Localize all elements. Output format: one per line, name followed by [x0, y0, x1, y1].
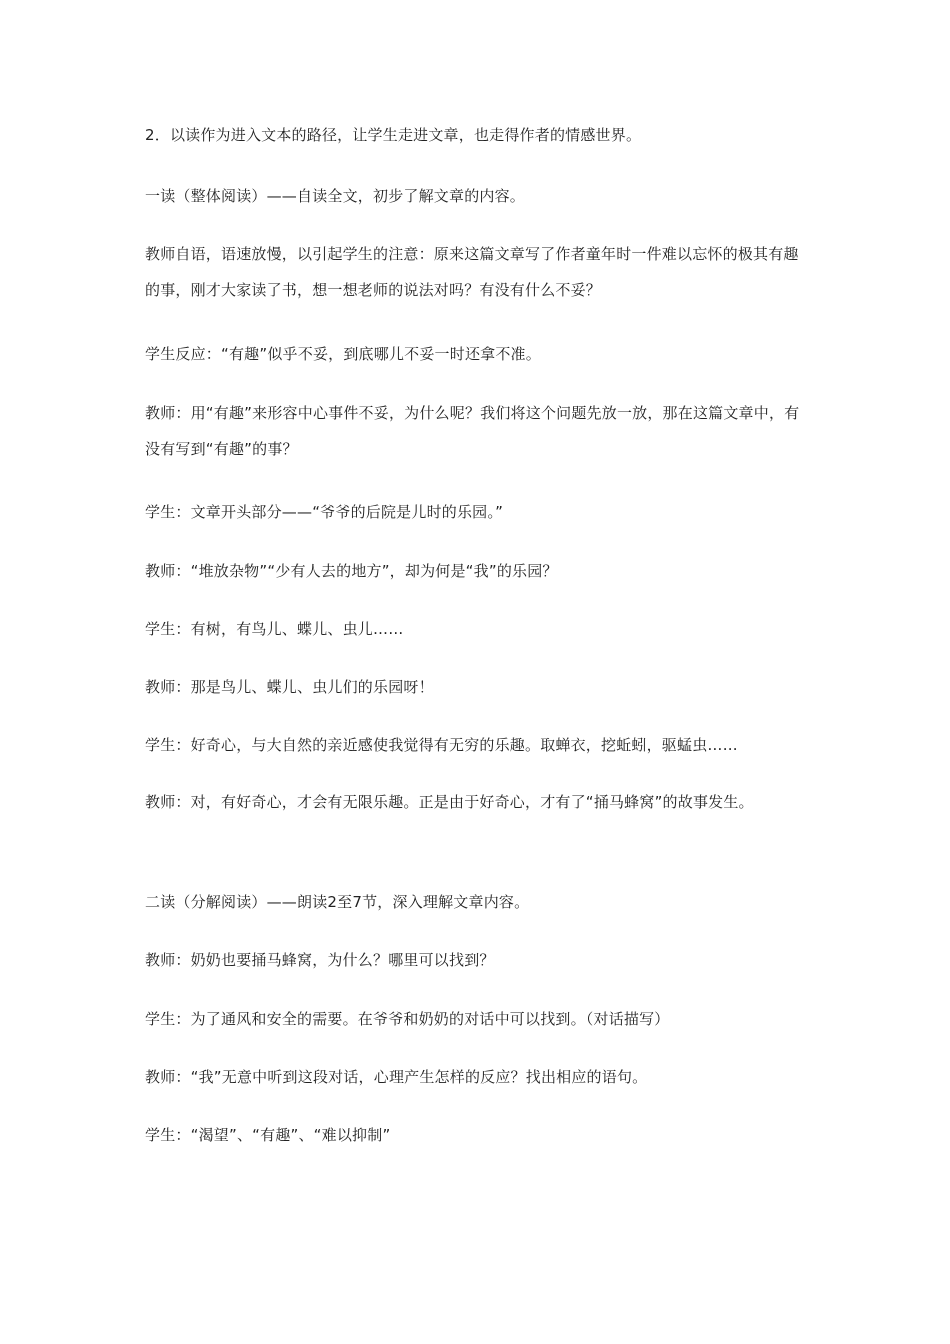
paragraph-10: 学生：好奇心，与大自然的亲近感使我觉得有无穷的乐趣。取蝉衣，挖蚯蚓，驱蜢虫…… — [145, 736, 738, 754]
paragraph-3: 教师自语，语速放慢，以引起学生的注意：原来这篇文章写了作者童年时一件难以忘怀的极其有趣的事，刚才大家读了书，想一想老师的说法对吗？有没有什么不妥？ — [145, 245, 799, 299]
paragraph-14: 学生：为了通风和安全的需要。在爷爷和奶奶的对话中可以找到。（对话描写） — [145, 1010, 670, 1028]
paragraph-9: 教师：那是鸟儿、蝶儿、虫儿们的乐园呀！ — [145, 678, 434, 696]
paragraph-2: 一读（整体阅读）——自读全文，初步了解文章的内容。 — [145, 187, 526, 205]
paragraph-8: 学生：有树，有鸟儿、蝶儿、虫儿…… — [145, 620, 404, 638]
paragraph-15: 教师：“我”无意中听到这段对话，心理产生怎样的反应？找出相应的语句。 — [145, 1068, 648, 1086]
paragraph-12: 二读（分解阅读）——朗读2至7节，深入理解文章内容。 — [145, 893, 530, 911]
paragraph-11: 教师：对，有好奇心，才会有无限乐趣。正是由于好奇心，才有了“捅马蜂窝”的故事发生。 — [145, 793, 754, 811]
paragraph-4: 学生反应：“有趣”似乎不妥，到底哪儿不妥一时还拿不准。 — [145, 345, 541, 363]
paragraph-6: 学生：文章开头部分——“爷爷的后院是儿时的乐园。” — [145, 503, 504, 521]
paragraph-7: 教师：“堆放杂物”“少有人去的地方”，却为何是“我”的乐园？ — [145, 562, 558, 580]
paragraph-1: 2．以读作为进入文本的路径，让学生走进文章，也走得作者的情感世界。 — [145, 126, 642, 144]
paragraph-5: 教师：用“有趣”来形容中心事件不妥，为什么呢？我们将这个问题先放一放，那在这篇文章中，有没有写到“有趣”的事？ — [145, 404, 800, 458]
paragraph-13: 教师：奶奶也要捅马蜂窝，为什么？哪里可以找到？ — [145, 951, 495, 969]
paragraph-16: 学生：“渴望”、“有趣”、“难以抑制” — [145, 1126, 391, 1144]
